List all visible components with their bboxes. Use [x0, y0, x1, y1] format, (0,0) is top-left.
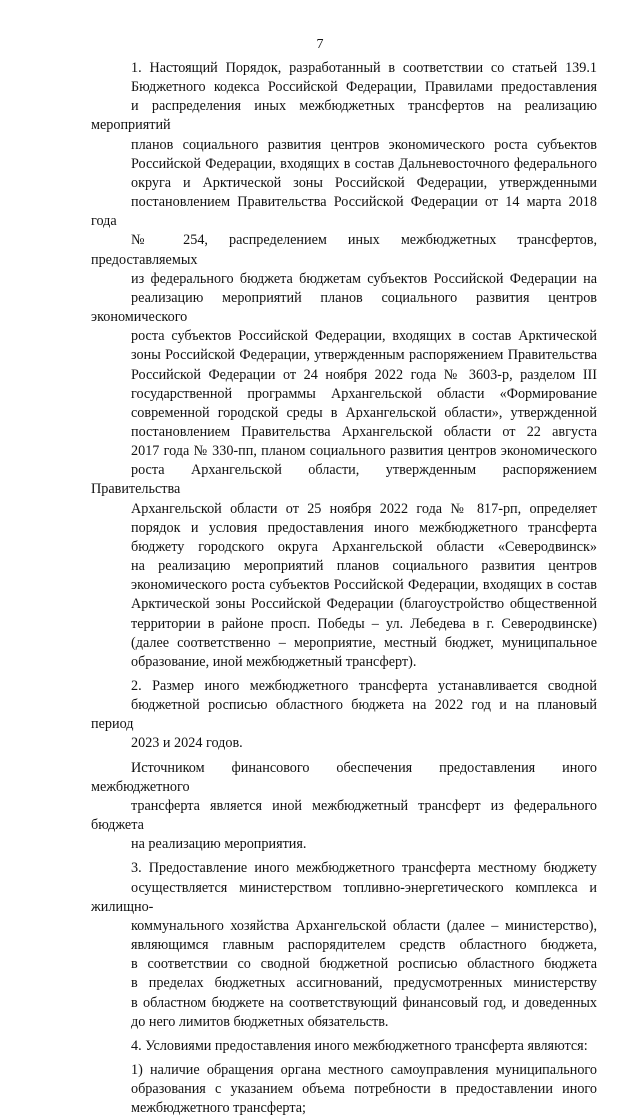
- paragraph: [91, 1037, 597, 1056]
- text-line: государственной программы Архангельской области «Формирование: [131, 385, 597, 402]
- text-line: на реализацию мероприятий планов социального развития центров: [131, 558, 597, 575]
- text-line: округа и Арктической зоны Российской Федерации, утвержденными: [131, 174, 597, 191]
- text-line: в соответствии со сводной бюджетной росписью областного бюджета: [131, 956, 597, 973]
- text-line: в пределах бюджетных ассигнований, предусмотренных министерству: [131, 975, 597, 992]
- text-line: Источником финансового обеспечения предоставления иного межбюджетного: [91, 759, 597, 795]
- text-line: 1. Настоящий Порядок, разработанный в соответствии со статьей 139.1: [131, 60, 597, 76]
- paragraph: [91, 759, 597, 855]
- text-line: Российской Федерации, входящих в состав Дальневосточного федерального: [131, 155, 597, 172]
- text-line: постановлением Правительства Российской Федерации от 14 марта 2018 года: [91, 194, 597, 230]
- paragraph: [91, 677, 597, 754]
- paragraph: [91, 59, 597, 672]
- text-line: трансферта является иной межбюджетный трансферт из федерального бюджета: [91, 797, 597, 834]
- text-line: экономического роста субъектов Российской Федерации, входящих в состав: [131, 577, 597, 594]
- text-line: бюджетной росписью областного бюджета на 2022 год и на плановый период: [91, 697, 597, 733]
- text-line: в областном бюджете на соответствующий финансовый год, и доведенных: [131, 994, 597, 1011]
- text-line: межбюджетного трансферта;: [131, 1100, 306, 1117]
- text-line: являющимся главным распорядителем средств областного бюджета,: [131, 937, 597, 954]
- text-line: образования с указанием объема потребности в предоставлении иного: [131, 1081, 597, 1098]
- text-line: образование, иной межбюджетный трансферт).: [131, 653, 417, 670]
- text-line: бюджету городского округа Архангельской области «Северодвинск»: [131, 538, 597, 555]
- text-line: Архангельской области от 25 ноября 2022 года № 817-рп, определяет: [131, 500, 597, 517]
- text-line: осуществляется министерством топливно-энергетического комплекса и жилищно-: [91, 879, 597, 915]
- text-line: реализацию мероприятий планов социального развития центров экономического: [91, 289, 597, 326]
- text-line: № 254, распределением иных межбюджетных трансфертов, предоставляемых: [91, 232, 597, 268]
- text-line: до него лимитов бюджетных обязательств.: [131, 1013, 389, 1030]
- text-line: постановлением Правительства Архангельской области от 22 августа: [131, 423, 597, 440]
- document-body: [91, 59, 597, 1118]
- text-line: и распределения иных межбюджетных трансфертов на реализацию мероприятий: [91, 98, 597, 134]
- paragraph: [91, 859, 597, 1031]
- paragraph: [91, 1061, 597, 1118]
- text-line: роста Архангельской области, утвержденным распоряжением Правительства: [91, 462, 597, 498]
- text-line: 4. Условиями предоставления иного межбюджетного трансферта являются:: [131, 1037, 588, 1054]
- text-line: 2023 и 2024 годов.: [131, 735, 243, 752]
- text-line: из федерального бюджета бюджетам субъектов Российской Федерации на: [131, 270, 597, 287]
- text-line: 2. Размер иного межбюджетного трансферта устанавливается сводной: [131, 678, 597, 694]
- text-line: 2017 года № 330-пп, планом социального развития центров экономического: [131, 443, 597, 460]
- text-line: коммунального хозяйства Архангельской области (далее – министерство),: [131, 917, 597, 934]
- page-number: 7: [316, 37, 324, 52]
- text-line: территории в районе просп. Победы – ул. Лебедева в г. Северодвинске): [131, 615, 597, 632]
- text-line: зоны Российской Федерации, утвержденным распоряжением Правительства: [131, 347, 597, 364]
- text-line: Арктической зоны Российской Федерации (благоустройство общественной: [131, 596, 597, 613]
- text-line: планов социального развития центров экономического роста субъектов: [131, 136, 597, 153]
- text-line: на реализацию мероприятия.: [131, 836, 307, 853]
- text-line: современной городской среды в Архангельской области», утвержденной: [131, 404, 597, 421]
- text-line: порядок и условия предоставления иного межбюджетного трансферта: [131, 519, 597, 536]
- text-line: 1) наличие обращения органа местного самоуправления муниципального: [131, 1061, 597, 1078]
- text-line: Бюджетного кодекса Российской Федерации, Правилами предоставления: [131, 79, 597, 96]
- text-line: роста субъектов Российской Федерации, входящих в состав Арктической: [131, 328, 597, 345]
- text-line: 3. Предоставление иного межбюджетного трансферта местному бюджету: [131, 860, 597, 877]
- text-line: Российской Федерации от 24 ноября 2022 года № 3603-р, разделом III: [131, 366, 597, 383]
- text-line: (далее соответственно – мероприятие, местный бюджет, муниципальное: [131, 634, 597, 651]
